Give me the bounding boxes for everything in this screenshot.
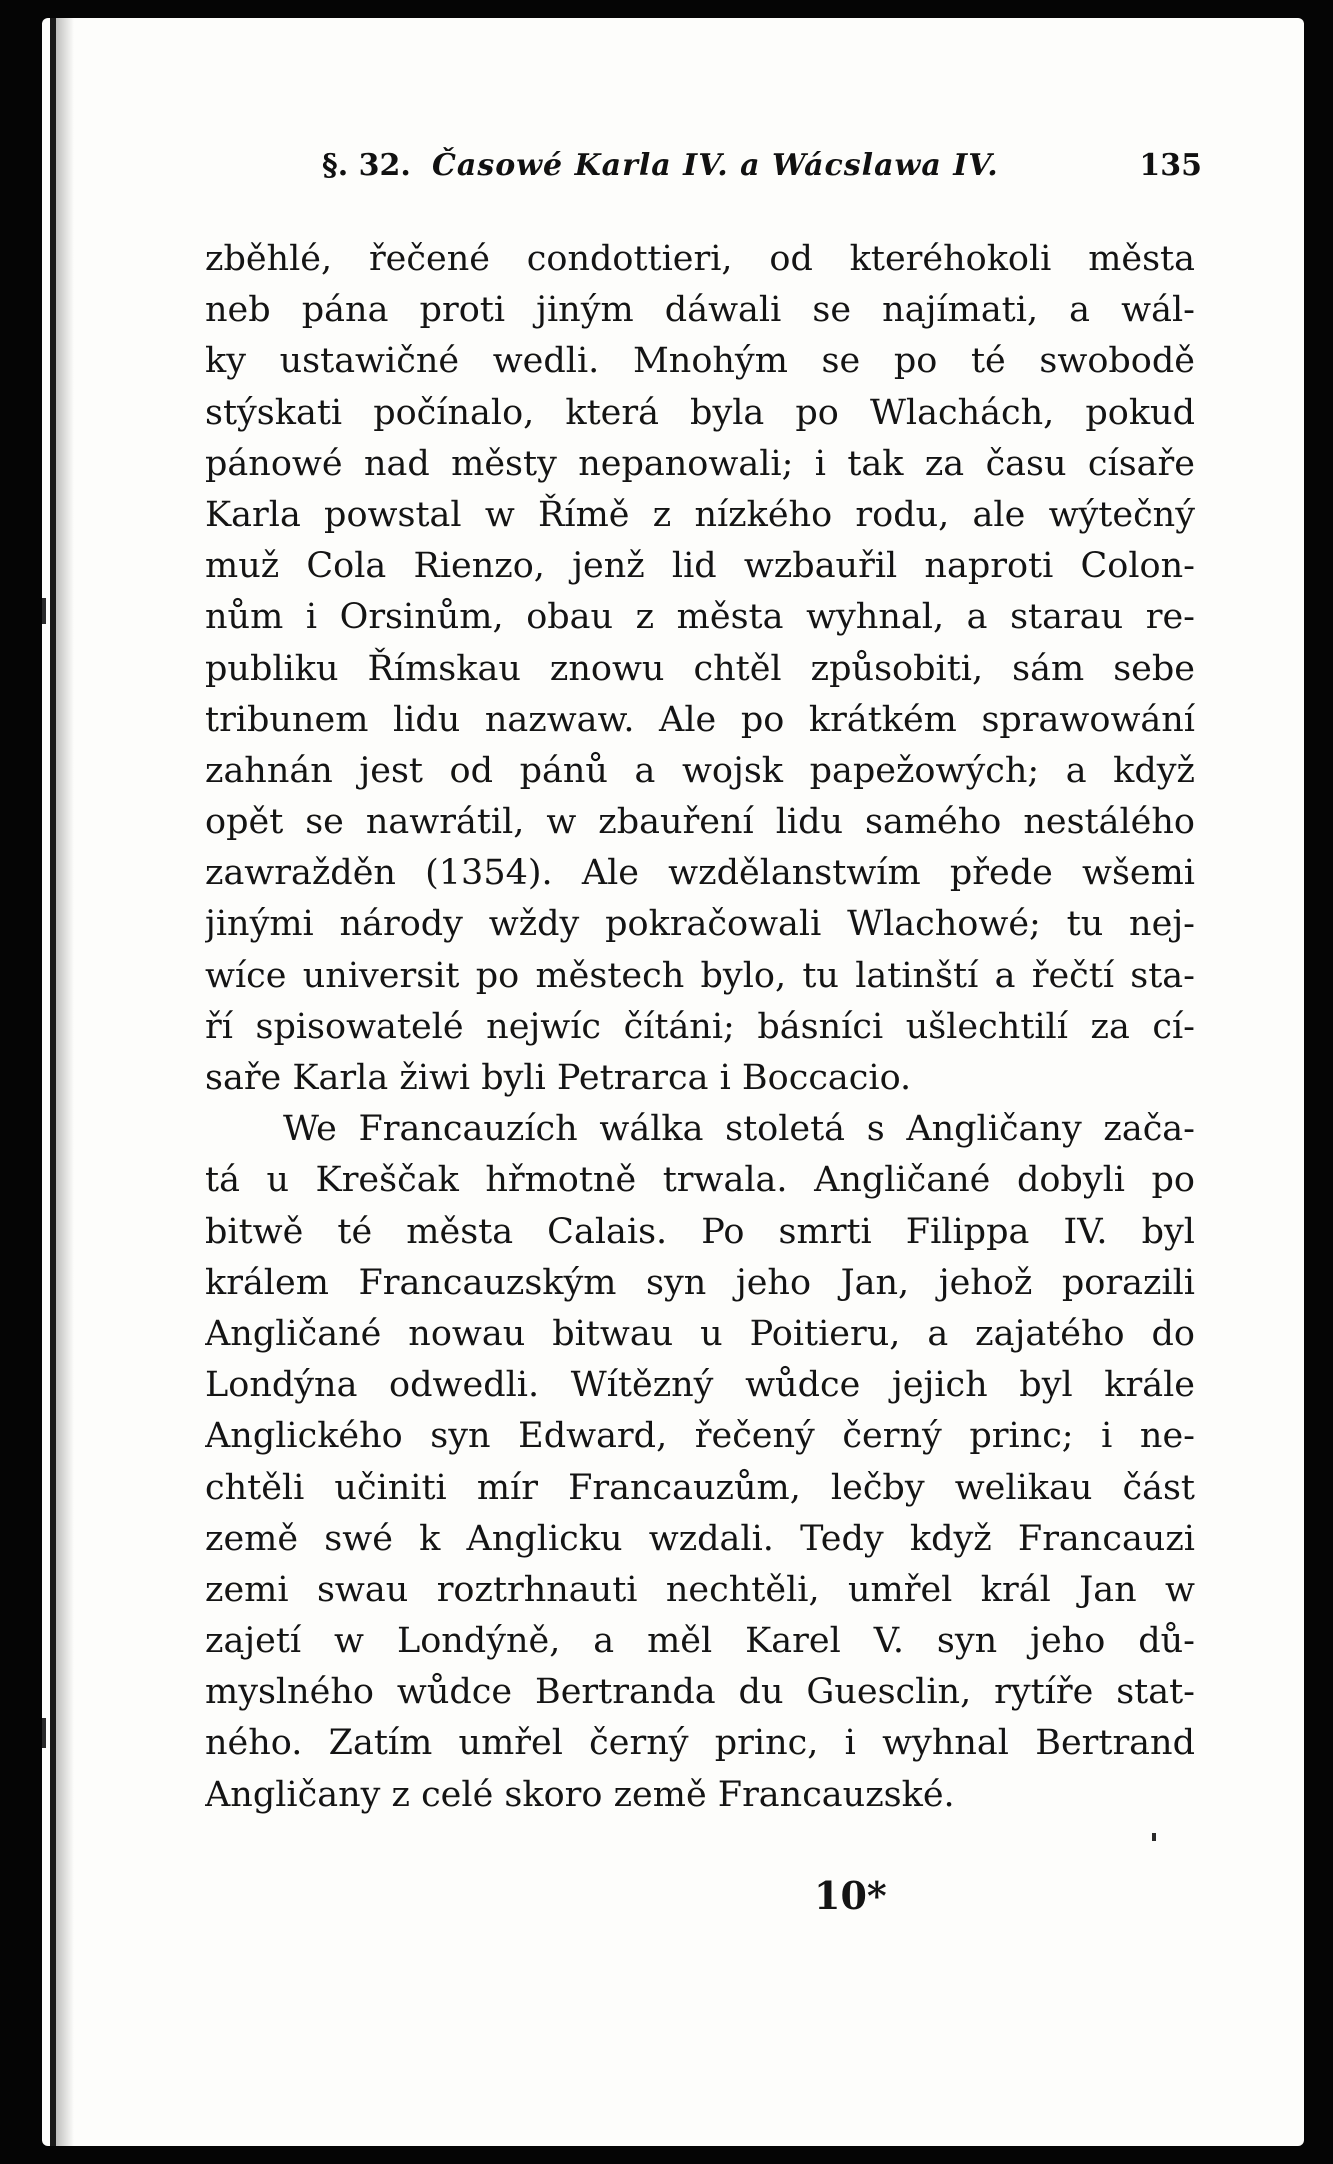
- margin-speck: [42, 598, 46, 624]
- text-line: publiku Římskau znowu chtěl způsobiti, sám sebe: [205, 648, 1195, 689]
- running-head-section: §. 32.: [322, 148, 411, 183]
- text-line: ného. Zatím umřel černý princ, i wyhnal Bertrand: [205, 1723, 1195, 1764]
- margin-speck: [1152, 1833, 1156, 1841]
- text-line: ky ustawičné wedli. Mnohým se po té swobodě: [205, 341, 1195, 382]
- text-line: opět se nawrátil, w zbauření lidu samého nestálého: [205, 802, 1195, 843]
- text-line-paragraph-end: Angličany z celé skoro země Francauzské.: [205, 1774, 955, 1815]
- text-line: zajetí w Londýně, a měl Karel V. syn jeho dů-: [205, 1621, 1195, 1662]
- text-line: zawražděn (1354). Ale wzdělanstwím přede wšemi: [205, 853, 1195, 894]
- text-line: Anglického syn Edward, řečený černý princ; i ne-: [205, 1416, 1195, 1457]
- text-line: ří spisowatelé nejwíc čítáni; básníci ušlechtilí za cí-: [205, 1006, 1195, 1047]
- text-line: země swé k Anglicku wzdali. Tedy když Francauzi: [205, 1518, 1195, 1559]
- text-line: chtěli učiniti mír Francauzům, lečby welikau část: [205, 1467, 1195, 1508]
- text-line: zahnán jest od pánů a wojsk papežowých; a když: [205, 750, 1195, 791]
- text-line: pánowé nad městy nepanowali; i tak za času císaře: [205, 443, 1195, 484]
- text-line: zemi swau roztrhnauti nechtěli, umřel král Jan w: [205, 1569, 1195, 1610]
- signature-mark: 10*: [814, 1873, 887, 1918]
- text-line: tribunem lidu nazwaw. Ale po krátkém sprawowání: [205, 699, 1195, 740]
- text-line: myslného wůdce Bertranda du Guesclin, rytíře stat-: [205, 1672, 1195, 1713]
- text-line: Karla powstal w Římě z nízkého rodu, ale wýtečný: [205, 494, 1195, 535]
- text-line: nům i Orsinům, obau z města wyhnal, a starau re-: [205, 597, 1195, 638]
- text-line-paragraph-end: saře Karla žiwi byli Petrarca i Boccacio.: [205, 1058, 912, 1098]
- text-line: wíce universit po městech bylo, tu latinští a řečtí sta-: [205, 955, 1195, 996]
- binding-shadow: [56, 18, 74, 2146]
- running-head-title: Časowé Karla IV. a Wácslawa IV.: [432, 148, 999, 183]
- text-line: Londýna odwedli. Wítězný wůdce jejich byl krále: [205, 1365, 1195, 1406]
- body-text: [205, 234, 1195, 1821]
- page-number: 135: [1139, 148, 1202, 183]
- text-line: zběhlé, řečené condottieri, od kteréhokoli města: [205, 239, 1195, 279]
- running-head: [322, 148, 1202, 188]
- text-line: jinými národy wždy pokračowali Wlachowé; tu nej-: [205, 904, 1195, 945]
- text-line: muž Cola Rienzo, jenž lid wzbauřil naproti Colon-: [205, 546, 1195, 587]
- text-line: tá u Kreščak hřmotně trwala. Angličané dobyli po: [205, 1160, 1195, 1201]
- book-page: [42, 18, 1304, 2146]
- text-line: bitwě té města Calais. Po smrti Filippa IV. byl: [205, 1211, 1195, 1252]
- text-line: králem Francauzským syn jeho Jan, jehož porazili: [205, 1262, 1195, 1303]
- text-line-paragraph-start: We Francauzích wálka stoletá s Angličany zača-: [283, 1109, 1195, 1150]
- text-line: Angličané nowau bitwau u Poitieru, a zajatého do: [205, 1313, 1195, 1354]
- text-line: neb pána proti jiným dáwali se najímati, a wál-: [205, 290, 1195, 331]
- margin-speck: [42, 1718, 46, 1748]
- text-line: stýskati počínalo, která byla po Wlachách, pokud: [205, 392, 1195, 433]
